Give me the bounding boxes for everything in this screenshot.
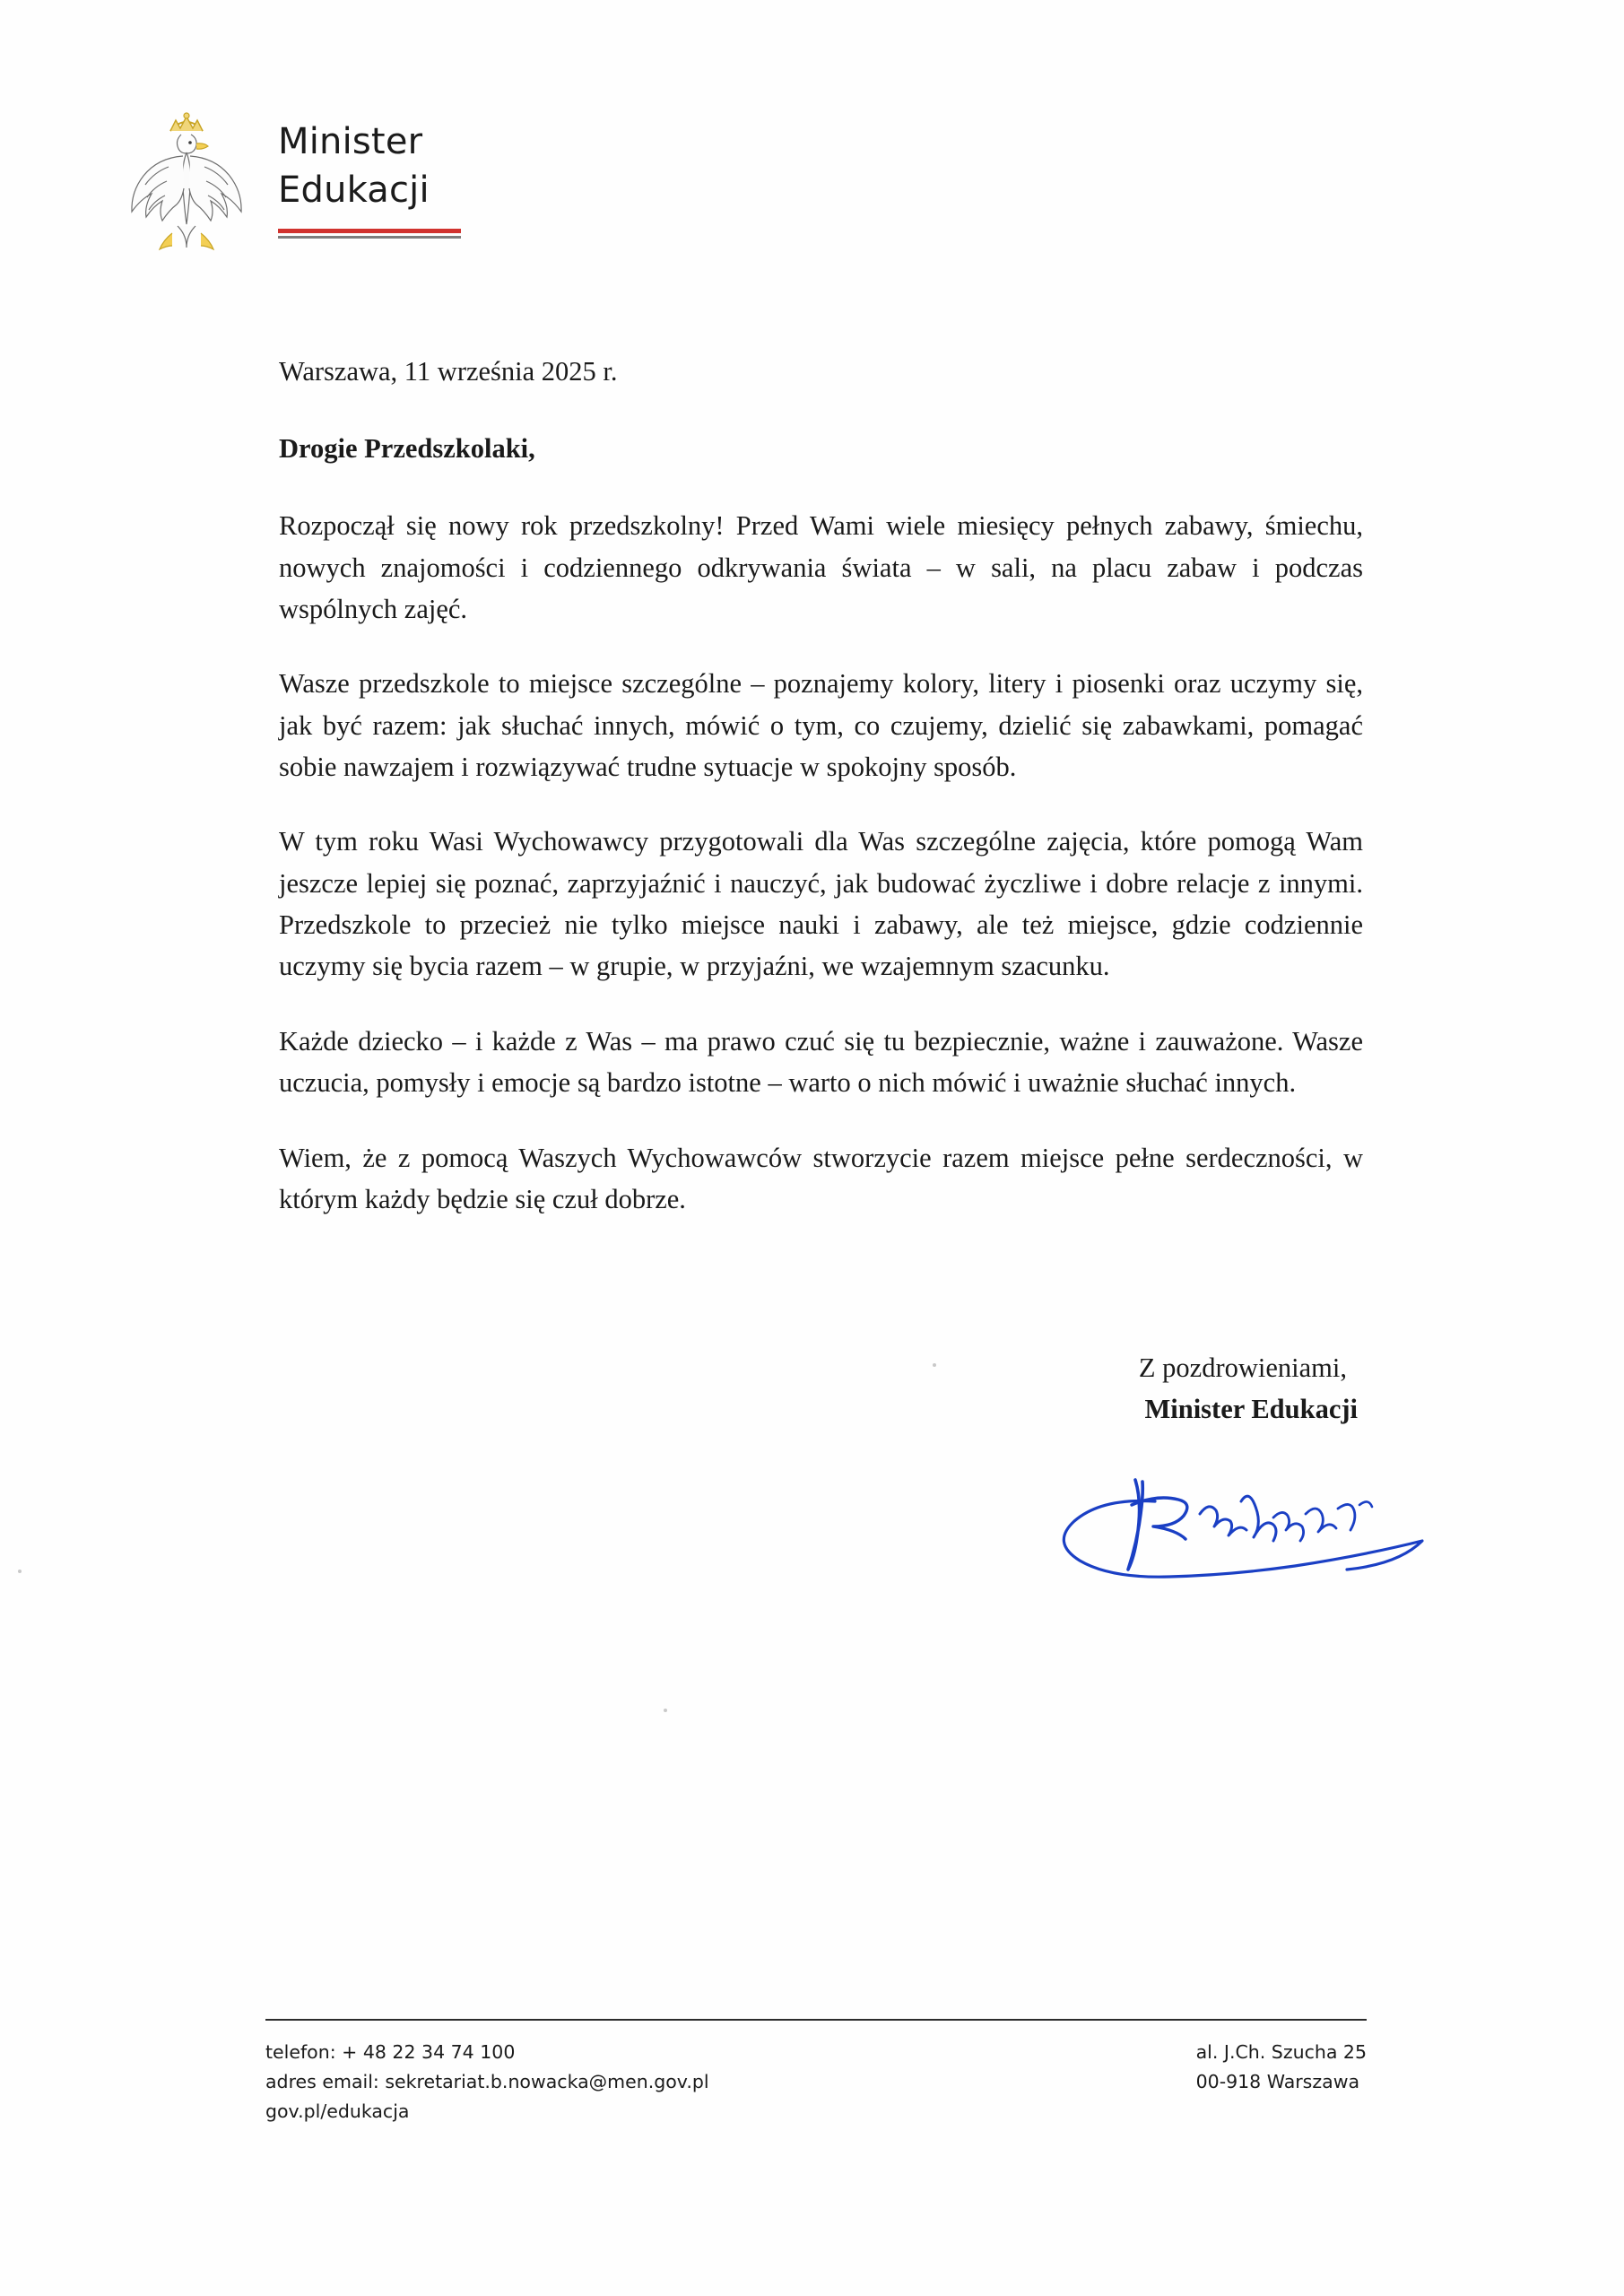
- brand-line-2: Edukacji: [278, 169, 430, 211]
- footer-phone: telefon: + 48 22 34 74 100: [265, 2041, 516, 2063]
- letter-paragraph: Każde dziecko – i każde z Was – ma prawo czuć się tu bezpiecznie, ważne i zauważone. Wasze uczucia, pomysły i emocje są bardzo istotne – warto o nich mówić i uważnie słuchać innych.: [279, 1025, 1363, 1099]
- ministry-brand: [278, 99, 461, 239]
- footer-street: al. J.Ch. Szucha 25: [1195, 2041, 1367, 2063]
- brand-rule-gray: [278, 236, 461, 239]
- closing-greeting: Z pozdrowieniami,: [1138, 1352, 1347, 1383]
- letter-paragraph: Wiem, że z pomocą Waszych Wychowawców stworzycie razem miejsce pełne serdeczności, w którym każdy będzie się czuł dobrze.: [279, 1142, 1363, 1214]
- footer-contact: [265, 2038, 709, 2127]
- letter-paragraph: W tym roku Wasi Wychowawcy przygotowali dla Was szczególne zajęcia, które pomogą Wam jeszcze lepiej się poznać, zaprzyjaźnić i nauczyć, jak budować życzliwe i dobre relacje z innymi. Przedszkole to przecież nie tylko miejsce nauki i zabawy, ale też miejsce, gdzie codziennie uczymy się bycia razem – w grupie, w przyjaźni, we wzajemnym szacunku.: [279, 826, 1363, 982]
- letter-closing: [279, 1348, 1363, 1431]
- scan-speck: [664, 1709, 667, 1712]
- letter-body: [279, 352, 1363, 1220]
- footer: [265, 2038, 1367, 2127]
- brand-rule-red: [278, 229, 461, 233]
- footer-address: [1196, 2038, 1367, 2127]
- letter-paragraph: Wasze przedszkole to miejsce szczególne – poznajemy kolory, litery i piosenki oraz uczymy się, jak być razem: jak słuchać innych, mówić o tym, co czujemy, dzielić się zabawkami, pomagać sobie nawzajem i rozwiązywać trudne sytuacje w spokojny sposób.: [279, 668, 1363, 783]
- brand-rules: [278, 229, 461, 239]
- letterhead: [115, 99, 461, 269]
- footer-city: 00-918 Warszawa: [1195, 2071, 1360, 2093]
- letter-salutation: Drogie Przedszkolaki,: [279, 433, 535, 465]
- scan-speck: [18, 1570, 22, 1573]
- letter-paragraph: Rozpoczął się nowy rok przedszkolny! Przed Wami wiele miesięcy pełnych zabawy, śmiechu, nowych znajomości i codziennego odkrywania świata – w sali, na placu zabaw i podczas wspólnych zajęć.: [279, 510, 1363, 624]
- letter-date: Warszawa, 11 września 2025 r.: [279, 356, 618, 387]
- scan-speck: [933, 1363, 936, 1367]
- closing-signer: Minister Edukacji: [1144, 1393, 1358, 1424]
- polish-eagle-emblem-icon: [115, 99, 258, 269]
- handwritten-signature-icon: [1049, 1462, 1444, 1587]
- footer-divider: [265, 2019, 1367, 2021]
- footer-website: gov.pl/edukacja: [265, 2100, 410, 2123]
- footer-email: adres email: sekretariat.b.nowacka@men.gov.pl: [265, 2071, 709, 2093]
- brand-line-1: Minister: [278, 121, 423, 162]
